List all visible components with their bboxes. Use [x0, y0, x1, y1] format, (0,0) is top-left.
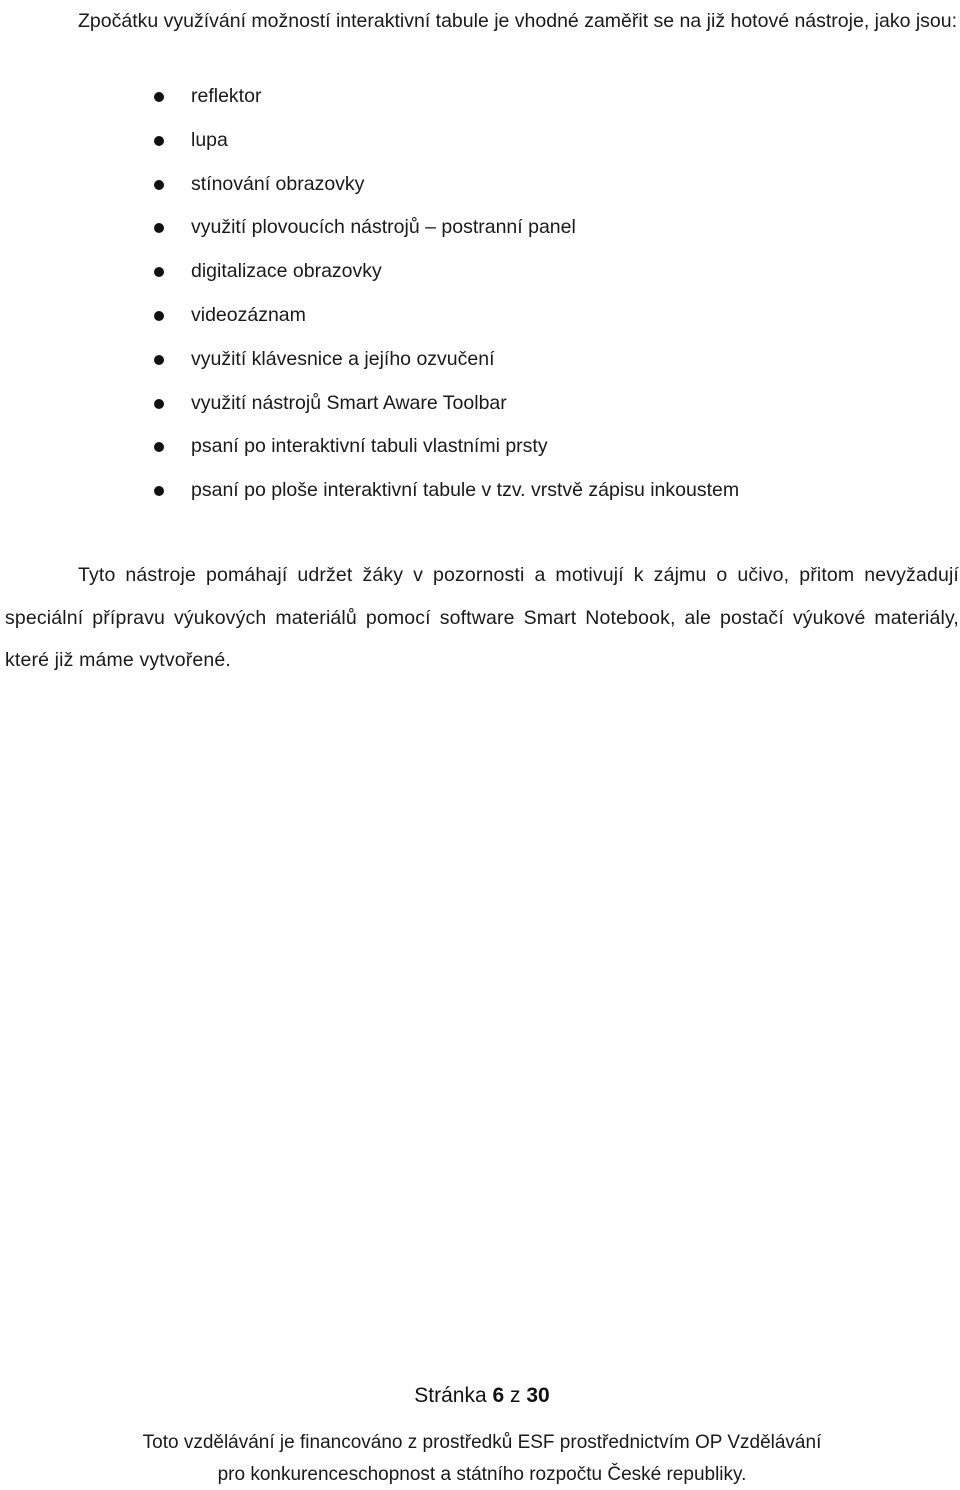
- intro-paragraph: Zpočátku využívání možností interaktivní tabule je vhodné zaměřit se na již hotové nástroje, jako jsou:: [5, 2, 958, 40]
- bullet-icon: [154, 442, 164, 452]
- list-item-label: psaní po ploše interaktivní tabule v tzv. vrstvě zápisu inkoustem: [191, 479, 739, 501]
- list-item-label: využití plovoucích nástrojů – postranní panel: [191, 216, 576, 238]
- page-number: [0, 1382, 960, 1410]
- body-paragraph: Tyto nástroje pomáhají udržet žáky v pozornosti a motivují k zájmu o učivo, přitom nevyžadují speciální přípravu výukových materiálů pomocí software Smart Notebook, ale postačí výukové materiály, které již máme vytvořené.: [5, 554, 959, 682]
- tools-list: [0, 75, 739, 513]
- list-item: [0, 294, 739, 338]
- list-item: [0, 250, 739, 294]
- list-item: [0, 469, 739, 513]
- bullet-icon: [154, 223, 164, 233]
- bullet-icon: [154, 311, 164, 321]
- list-item-label: videozáznam: [191, 304, 306, 326]
- list-item-label: lupa: [191, 129, 228, 151]
- footer: [0, 1427, 960, 1490]
- list-item: [0, 119, 739, 163]
- page-number-separator: z: [504, 1384, 526, 1407]
- list-item-label: využití nástrojů Smart Aware Toolbar: [191, 392, 507, 414]
- bullet-icon: [154, 399, 164, 409]
- list-item-label: stínování obrazovky: [191, 173, 364, 195]
- bullet-icon: [154, 267, 164, 277]
- page-number-total: 30: [526, 1384, 549, 1407]
- list-item: [0, 75, 739, 119]
- footer-line-2: pro konkurenceschopnost a státního rozpočtu České republiky.: [0, 1459, 960, 1490]
- list-item-label: digitalizace obrazovky: [191, 260, 382, 282]
- page-number-current: 6: [493, 1384, 505, 1407]
- page-number-prefix: Stránka: [414, 1384, 492, 1407]
- footer-line-1: Toto vzdělávání je financováno z prostředků ESF prostřednictvím OP Vzdělávání: [0, 1427, 960, 1459]
- bullet-icon: [154, 180, 164, 190]
- list-item-label: využití klávesnice a jejího ozvučení: [191, 348, 495, 370]
- list-item: [0, 425, 739, 469]
- bullet-icon: [154, 355, 164, 365]
- bullet-icon: [154, 486, 164, 496]
- bullet-icon: [154, 136, 164, 146]
- list-item: [0, 163, 739, 207]
- list-item-label: psaní po interaktivní tabuli vlastními prsty: [191, 435, 548, 457]
- bullet-icon: [154, 92, 164, 102]
- list-item: [0, 206, 739, 250]
- list-item: [0, 338, 739, 382]
- list-item-label: reflektor: [191, 85, 261, 107]
- list-item: [0, 382, 739, 426]
